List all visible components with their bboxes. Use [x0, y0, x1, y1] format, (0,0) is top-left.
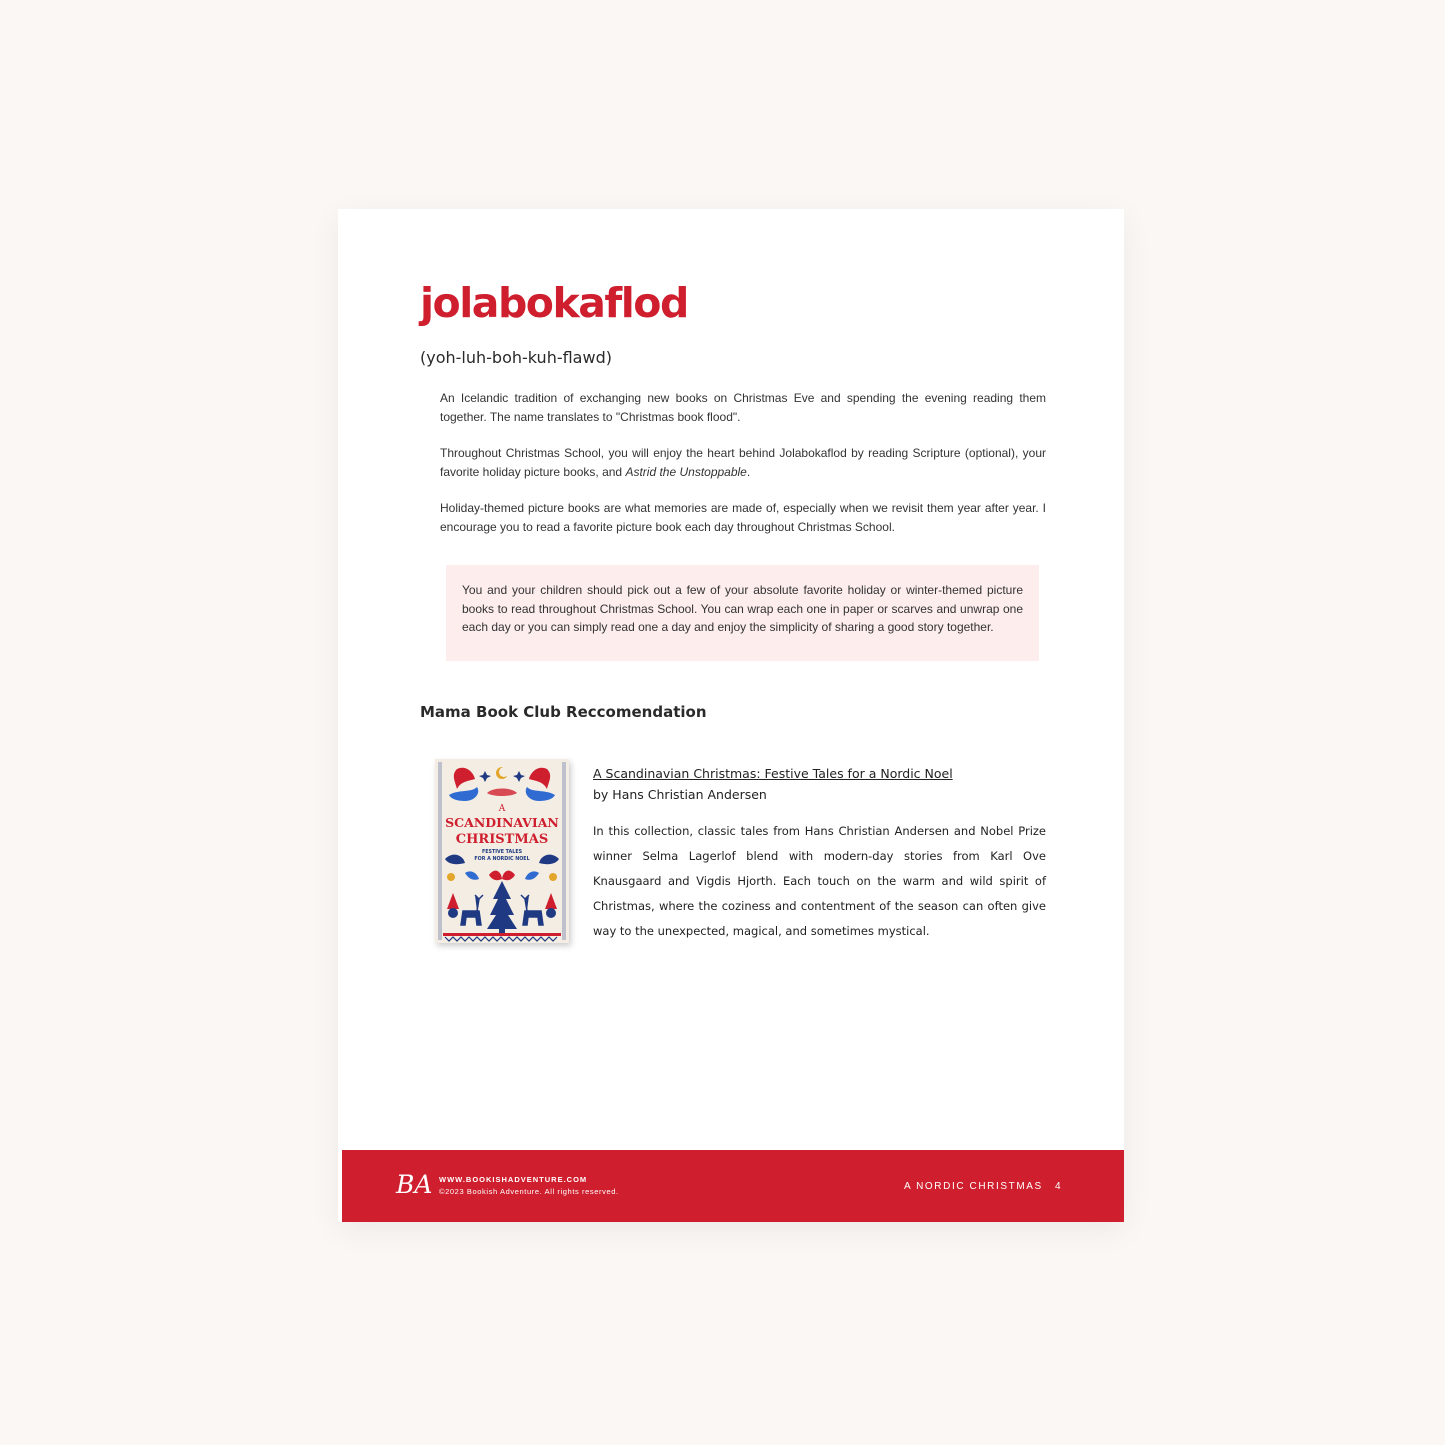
- svg-text:FOR A NORDIC NOEL: FOR A NORDIC NOEL: [474, 857, 530, 862]
- copyright-text: ©2023 Bookish Adventure. All rights reserved.: [439, 1187, 619, 1196]
- book-author: by Hans Christian Andersen: [593, 787, 767, 802]
- footer-bar: [342, 1150, 1124, 1222]
- book-title-link[interactable]: A Scandinavian Christmas: Festive Tales for a Nordic Noel: [593, 766, 953, 781]
- svg-text:SCANDINAVIAN: SCANDINAVIAN: [445, 815, 559, 830]
- document-page: [338, 209, 1124, 1222]
- book-description: In this collection, classic tales from Hans Christian Andersen and Nobel Prize winner Selma Lagerlof blend with modern-day stories from Karl Ove Knausgaard and Vigdis Hjorth. Each touch on the warm and wild spirit of Christmas, where the coziness and contentment of the season can often give way to the unexpected, magical, and sometimes mystical.: [593, 824, 1046, 938]
- pronunciation: (yoh-luh-boh-kuh-flawd): [420, 348, 612, 367]
- document-name: A NORDIC CHRISTMAS: [904, 1181, 1043, 1192]
- picture-books-paragraph: Holiday-themed picture books are what memories are made of, especially when we revisit them year after year. I encourage you to read a favorite picture book each day throughout Christmas School.: [440, 501, 1046, 534]
- brand-logo: BA: [396, 1170, 433, 1199]
- svg-text:FESTIVE TALES: FESTIVE TALES: [481, 850, 523, 855]
- christmas-school-paragraph: Throughout Christmas School, you will enjoy the heart behind Jolabokaflod by reading Scripture (optional), your favorite holiday picture books, and Astrid the Unstoppable.: [440, 446, 1046, 479]
- page-number: 4: [1055, 1181, 1061, 1192]
- svg-text:A: A: [498, 804, 506, 814]
- tip-callout: You and your children should pick out a few of your absolute favorite holiday or winter-themed picture books to read throughout Christmas School. You can wrap each one in paper or scarves and unwrap one each day or you can simply read one a day and enjoy the simplicity of sharing a good story together.: [446, 565, 1039, 661]
- page-title: jolabokaflod: [420, 279, 688, 327]
- svg-text:CHRISTMAS: CHRISTMAS: [455, 832, 549, 847]
- book-title-italic: Astrid the Unstoppable: [625, 464, 747, 479]
- website-link[interactable]: WWW.BOOKISHADVENTURE.COM: [439, 1175, 588, 1184]
- intro-paragraph: An Icelandic tradition of exchanging new books on Christmas Eve and spending the evening reading them together. The name translates to "Christmas book flood".: [440, 391, 1046, 424]
- book-cover-image: [435, 759, 569, 943]
- section-title: Mama Book Club Reccomendation: [420, 703, 707, 721]
